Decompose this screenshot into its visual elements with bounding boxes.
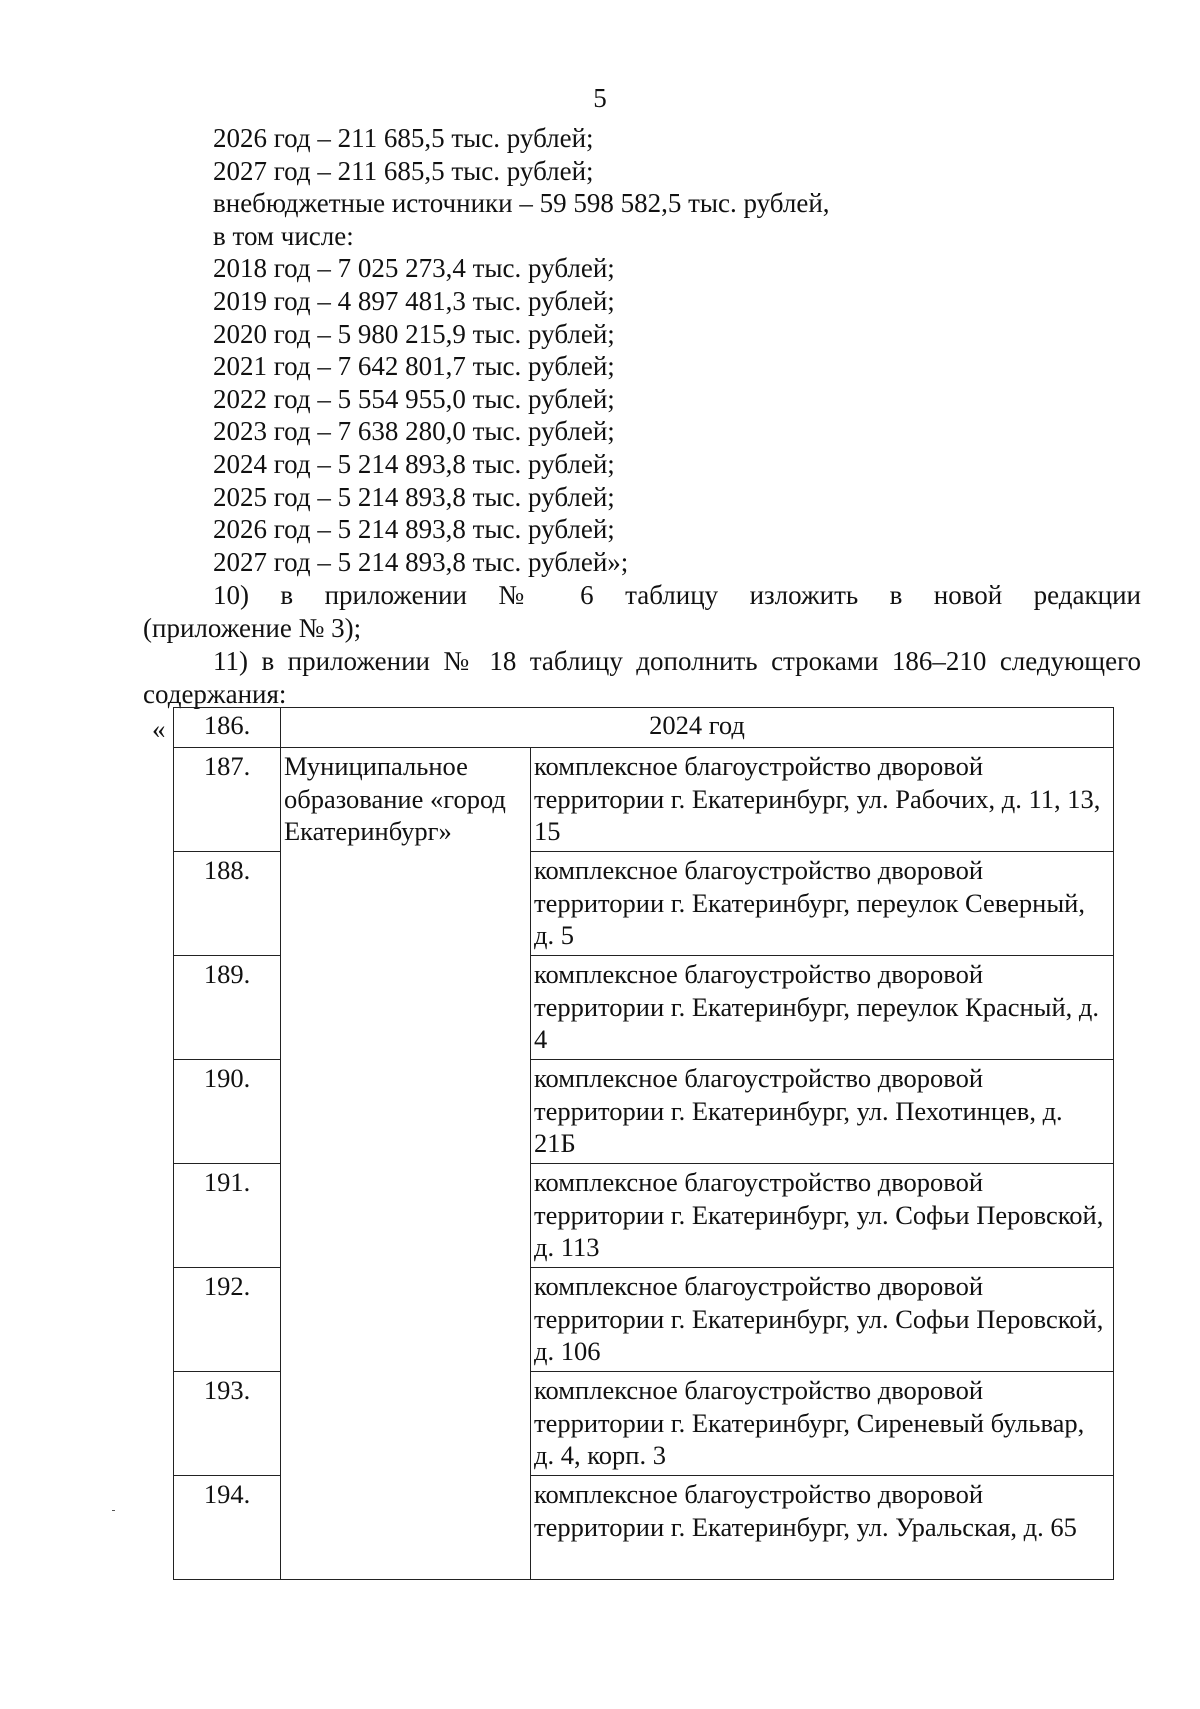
funding-line: 2026 год – 5 214 893,8 тыс. рублей; <box>213 514 615 545</box>
paragraph-line: 11) в приложении № 18 таблицу дополнить строками 186–210 следующего <box>213 646 1141 676</box>
funding-line: 2019 год – 4 897 481,3 тыс. рублей; <box>213 285 615 316</box>
funding-line: 2025 год – 5 214 893,8 тыс. рублей; <box>213 481 615 512</box>
table-row <box>174 708 1114 748</box>
row-number: 193. <box>174 1372 281 1476</box>
paragraph-line: содержания: <box>143 679 287 709</box>
row-number: 186. <box>174 708 281 748</box>
funding-line: 2023 год – 7 638 280,0 тыс. рублей; <box>213 416 615 447</box>
paragraph-line: (приложение № 3); <box>143 613 362 643</box>
row-number: 187. <box>174 748 281 852</box>
row-number: 192. <box>174 1268 281 1372</box>
funding-list <box>213 122 830 578</box>
row-number: 189. <box>174 956 281 1060</box>
description-cell: комплексное благоустройство дворовой территории г. Екатеринбург, Сиреневый бульвар, д. 4, корп. 3 <box>531 1372 1114 1476</box>
funding-line: 2026 год – 211 685,5 тыс. рублей; <box>213 123 594 153</box>
description-cell: комплексное благоустройство дворовой территории г. Екатеринбург, ул. Уральская, д. 65 <box>531 1476 1114 1580</box>
description-cell: комплексное благоустройство дворовой территории г. Екатеринбург, ул. Софьи Перовской, д. 106 <box>531 1268 1114 1372</box>
paragraph-item-11 <box>143 645 1141 711</box>
description-cell: комплексное благоустройство дворовой территории г. Екатеринбург, переулок Красный, д. 4 <box>531 956 1114 1060</box>
funding-line: 2022 год – 5 554 955,0 тыс. рублей; <box>213 383 615 414</box>
funding-line: в том числе: <box>213 220 354 251</box>
funding-line: внебюджетные источники – 59 598 582,5 тыс. рублей, <box>213 188 830 219</box>
funding-line: 2020 год – 5 980 215,9 тыс. рублей; <box>213 318 615 349</box>
opening-quote: « <box>152 714 166 744</box>
paragraph-line: 10) в приложении № 6 таблицу изложить в новой редакции <box>213 580 1141 610</box>
funding-line: 2018 год – 7 025 273,4 тыс. рублей; <box>213 253 615 284</box>
year-header: 2024 год <box>281 708 1114 748</box>
funding-line: 2027 год – 5 214 893,8 тыс. рублей»; <box>213 546 629 577</box>
row-number: 191. <box>174 1164 281 1268</box>
funding-line: 2027 год – 211 685,5 тыс. рублей; <box>213 155 594 186</box>
row-number: 188. <box>174 852 281 956</box>
description-cell: комплексное благоустройство дворовой территории г. Екатеринбург, переулок Северный, д. 5 <box>531 852 1114 956</box>
funding-line: 2021 год – 7 642 801,7 тыс. рублей; <box>213 351 615 382</box>
paragraph-item-10 <box>143 579 1141 645</box>
table-row <box>174 748 1114 852</box>
funding-line: 2024 год – 5 214 893,8 тыс. рублей; <box>213 448 615 479</box>
page-number: 5 <box>593 83 607 113</box>
row-number: 190. <box>174 1060 281 1164</box>
description-cell: комплексное благоустройство дворовой территории г. Екатеринбург, ул. Рабочих, д. 11, 13, 15 <box>531 748 1114 852</box>
scan-speck <box>112 1510 115 1511</box>
description-cell: комплексное благоустройство дворовой территории г. Екатеринбург, ул. Пехотинцев, д. 21Б <box>531 1060 1114 1164</box>
row-number: 194. <box>174 1476 281 1580</box>
description-cell: комплексное благоустройство дворовой территории г. Екатеринбург, ул. Софьи Перовской, д. 113 <box>531 1164 1114 1268</box>
municipality-cell: Муниципальное образование «город Екатеринбург» <box>281 748 531 1580</box>
projects-table <box>173 707 1114 1580</box>
